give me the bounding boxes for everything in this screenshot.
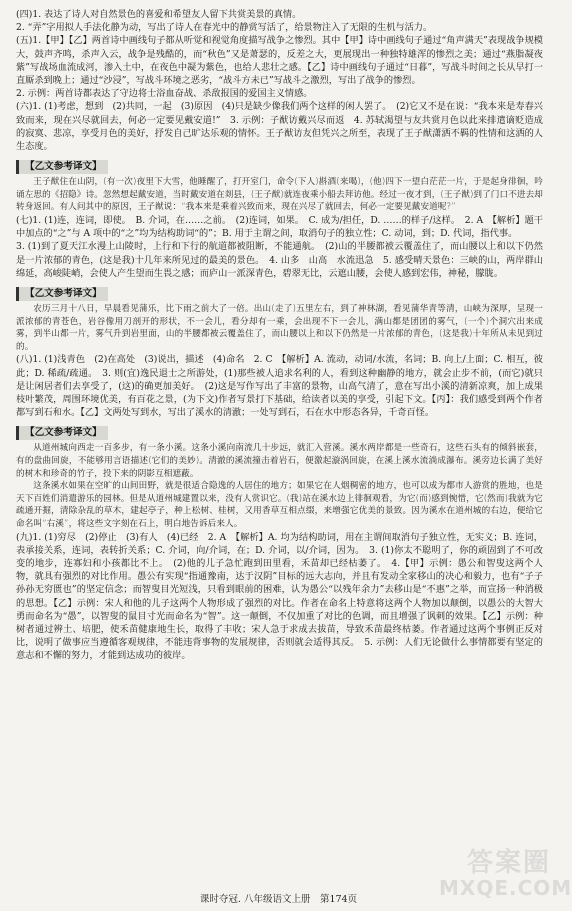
answer-paragraph: (六)1. (1)考虑，想到 (2)共同，一起 (3)原因 (4)只是缺少像我们两个这样的闲人罢了。 (2)它又不是在说：“我本来是寿春兴致而来，现在兴尽就回去，何必一定要见戴安道!” 3. 示例：子猷访戴兴尽而返 4. 苏轼渴望与友共赏月色以此来排遣谪贬造成的寂寞、悲凉，享受月色的美好，抒发自己旷达乐观的情怀。王子猷访友但凭兴之所至，表现了王子猷潇洒不羁的性情和这洒的人生态度。	[16, 101, 543, 153]
section-header-wrap	[16, 420, 543, 441]
section-header: 【乙文参考译文】	[16, 160, 108, 174]
translation-paragraph: 王子猷住在山阴，(有一次)夜里下大雪，他睡醒了，打开室门，命令(下人)斟酒(来喝)，(他)四下一望白茫茫一片，于是起身徘徊，吟诵左思的《招隐》诗。忽然想起戴安道，当时戴安道在剡县，(王子猷)就连夜乘小船去拜访他。经过一夜才到，(王子猷)到了门口不进去却转身返回。有人问其中的原因，王子猷说：“我本来是乘着兴致而来，现在兴尽了就回去，何必一定要见戴安道呢?”	[16, 177, 543, 213]
answer-paragraph: (八)1. (1)浅青色 (2)在高处 (3)说出，描述 (4)命名 2. C 【解析】A. 流动，动词/水流，名词；B. 向上/上面；C. 相互，彼此；D. 稀疏/疏通。 3. 则(宜)逸民退士之所游处，(1)那些被人追求名利的人，看到这种幽静的地方，就会止步不前，(而它)就只是让闲居者们去享受了，(这)的确更加美好。 (2)这是写作写出了丰富的景物，山高气清了，意在写出小溪的清新凉爽，加上成果枝叶繁茂，周围环境优美，有百花之景，(为下文)作者写景打下基础，给读者以美的享受，引起下文。【丙】：我们感受到两个作者都写到石和水。【乙】文两处写到水，写出了溪水的清澈；一处写到石，石在水中形态各异，千奇百怪。	[16, 354, 543, 419]
answer-paragraph: 3. (1)到了夏天江水漫上山陵时，上行和下行的航道都被阻断，不能通航。 (2)山的半腰都被云覆盖住了，而山腰以上和以下仍然是一片浓郁的青色，(这是我)十几年来所见过的最美的景色。 4. 山多 山高 水流迅急 5. 感受晴天景色：三峡的山，两岸群山绵延，高峻陡峭，会使人产生望而生畏之感；而庐山一派深青色，碧翠无比，云遮山腰，会使人感到宏伟，神秘，朦胧。	[16, 241, 543, 279]
answer-paragraph: (四)1. 表达了诗人对自然景色的喜爱和希望友人留下共赏美景的真情。	[16, 9, 302, 20]
section-header: 【乙文参考译文】	[16, 287, 108, 301]
translation-paragraph: 农历三月十八日，早晨看见蒲乐，比下雨之前大了一倍。出山(走了)五里左右，到了神林湖，看见蒲华青等清，山峡为深厚，呈现一派浓郁的青苍色，岩谷像用刀剖开的形状，不一会儿，看分却有一乘，会出现不下一会儿，满山都是团团的雾气，(一个)个洞穴出来成雾，到半山都一片，雾气升到岩里面，山的半腰都被云覆盖住了，而山腰以上和以下仍然是一片浓郁的青色，(这是我)十年所从未见到过的。	[16, 304, 543, 352]
watermark-bottom-text: MXQE.COM	[439, 876, 572, 900]
answer-paragraph: 2. 示例：两首诗都表达了守边将士浴血奋战、杀敌报国的爱国主义情感。	[16, 88, 313, 100]
watermark-logo	[439, 848, 572, 909]
answer-paragraph: (五)1.【甲】【乙】两首诗中画线句子都从听觉和视觉角度描写战争之惨烈。其中【甲】诗中画线句子通过“角声满天”表现战争规模大，鼓声齐鸣，杀声入云，战争是残酷的，而“秋色”又是萧瑟的，反差之大，更展现出一种独特雄浑的惨烈之美；通过“燕脂凝夜紫”写战场血流成河，渗入土中，在夜色中凝为紫色，也给人悲壮之感。【乙】诗中画线句子通过“日暮”，写战斗时间之长从早打一直厮杀到晚上；通过“沙浸”，写战斗环境之恶劣，“战斗方未已”写战斗之激烈，写出了战争的惨烈。	[16, 35, 543, 87]
answer-paragraph: (七)1. (1)连，连词，即使。 B. 介词，在……之前。 (2)连词，如果。 C. 成为/担任，D. ……的样子/这样。 2. A 【解析】题干中加点的“之”与 A 项中的“之”均为结构助词“的”；B. 用于主谓之间，取消句子的独立性；C. 动词，到；D. 代词，指代事。	[16, 215, 543, 240]
answer-paragraph: 2. “弄”字用拟人手法化静为动，写出了诗人在春光中的静赏写活了，给景物注入了无限的生机与活力。	[16, 22, 433, 34]
section-header-wrap	[16, 154, 543, 175]
page-footer: 课时夺冠. 八年级语文上册 第174页	[199, 894, 358, 905]
answer-content	[16, 8, 543, 663]
section-header: 【乙文参考译文】	[16, 426, 108, 440]
section-header-wrap	[16, 281, 543, 302]
watermark-top-text: 答案圈	[466, 848, 551, 878]
answer-paragraph: (九)1. (1)穷尽 (2)停止 (3)有人 (4)已经 2. A 【解析】A. 均为结构助词，用在主谓间取消句子独立性，无实义；B. 连词，表承接关系，连词，表转折关系；C. 介词，向/介词，在；D. 介词，以/介词，因为。 3. (1)你太不聪明了，你的顽固到了不可改变的地步，连寡妇和小孩都比不上。 (2)他的儿子急忙跑到田里看，禾苗却已经枯萎了。 4.【甲】示例：愚公和智叟这两个人物，就具有强烈的对比作用。愚公有实现“指通豫南，达于汉阴”目标的远大志向，并且有发动全家移山的决心和毅力，也有“子子孙孙无穷匮也”的坚定信念；而智叟目光短浅，只看到眼前的困难，认为愚公“以残年余力”去移山是“不惠”之举，而宣扬一种消极的思想。【乙】示例：宋人和他的儿子这两个人物形成了强烈的对比。作者在命名上特意将这两个人物加以颠倒，以愚公的大智大勇而命名为“愚”，以智叟的鼠目寸光而命名为“智”。这一颠倒，不仅加重了对比的色调，而且增强了讽刺的效果。【乙】示例：种树者通过辨土、培肥，使禾苗健康地生长，取得了丰收；宋人急于求成去拔苗，导致禾苗最终枯萎。作者通过这两个事例正反对比，说明了做事应当遵循客观规律，不能违背事物的发展规律，否则就会适得其反。 5. 示例：人们无论做什么事情都要有坚定的意志和不懈的努力，才能到达成功的彼岸。	[16, 531, 543, 662]
translation-paragraph: 这条溪水如果在空旷的山间田野，就是很适合隐逸的人居住的地方；如果它在人烟稠密的地方，也可以成为都市人游赏的胜地，也是天下百姓们消遣游乐的园林。但是从道州城建置以来，没有人赏识它。(我)站在溪水边上徘徊观看，为它(而)感到惋惜，它(然而)我就为它疏通开掘，清除杂乱的草木，建起亭子，种上松树、桂树，又用香草互相点缀，来增强它优美的景致。因为溪水在道州城的右边，便给它命名叫“右溪”，将这些文字刻在石上，明白地告诉后来人。	[16, 481, 543, 529]
translation-paragraph: 从道州城向西走一百多步，有一条小溪。这条小溪向南流几十步远，就汇入营溪。溪水两岸都是一些奇石，这些石头有的倾斜嵌套，有的盘曲回旋，不能够用言语描述(它们的美妙)。清澈的溪流撞击着岩石，便激起漩涡回旋，在溪上溪水流淌成瀑布。溪旁边长满了美好的树木和珍奇的竹子，投下来的阴影互相遮蔽。	[16, 443, 543, 479]
